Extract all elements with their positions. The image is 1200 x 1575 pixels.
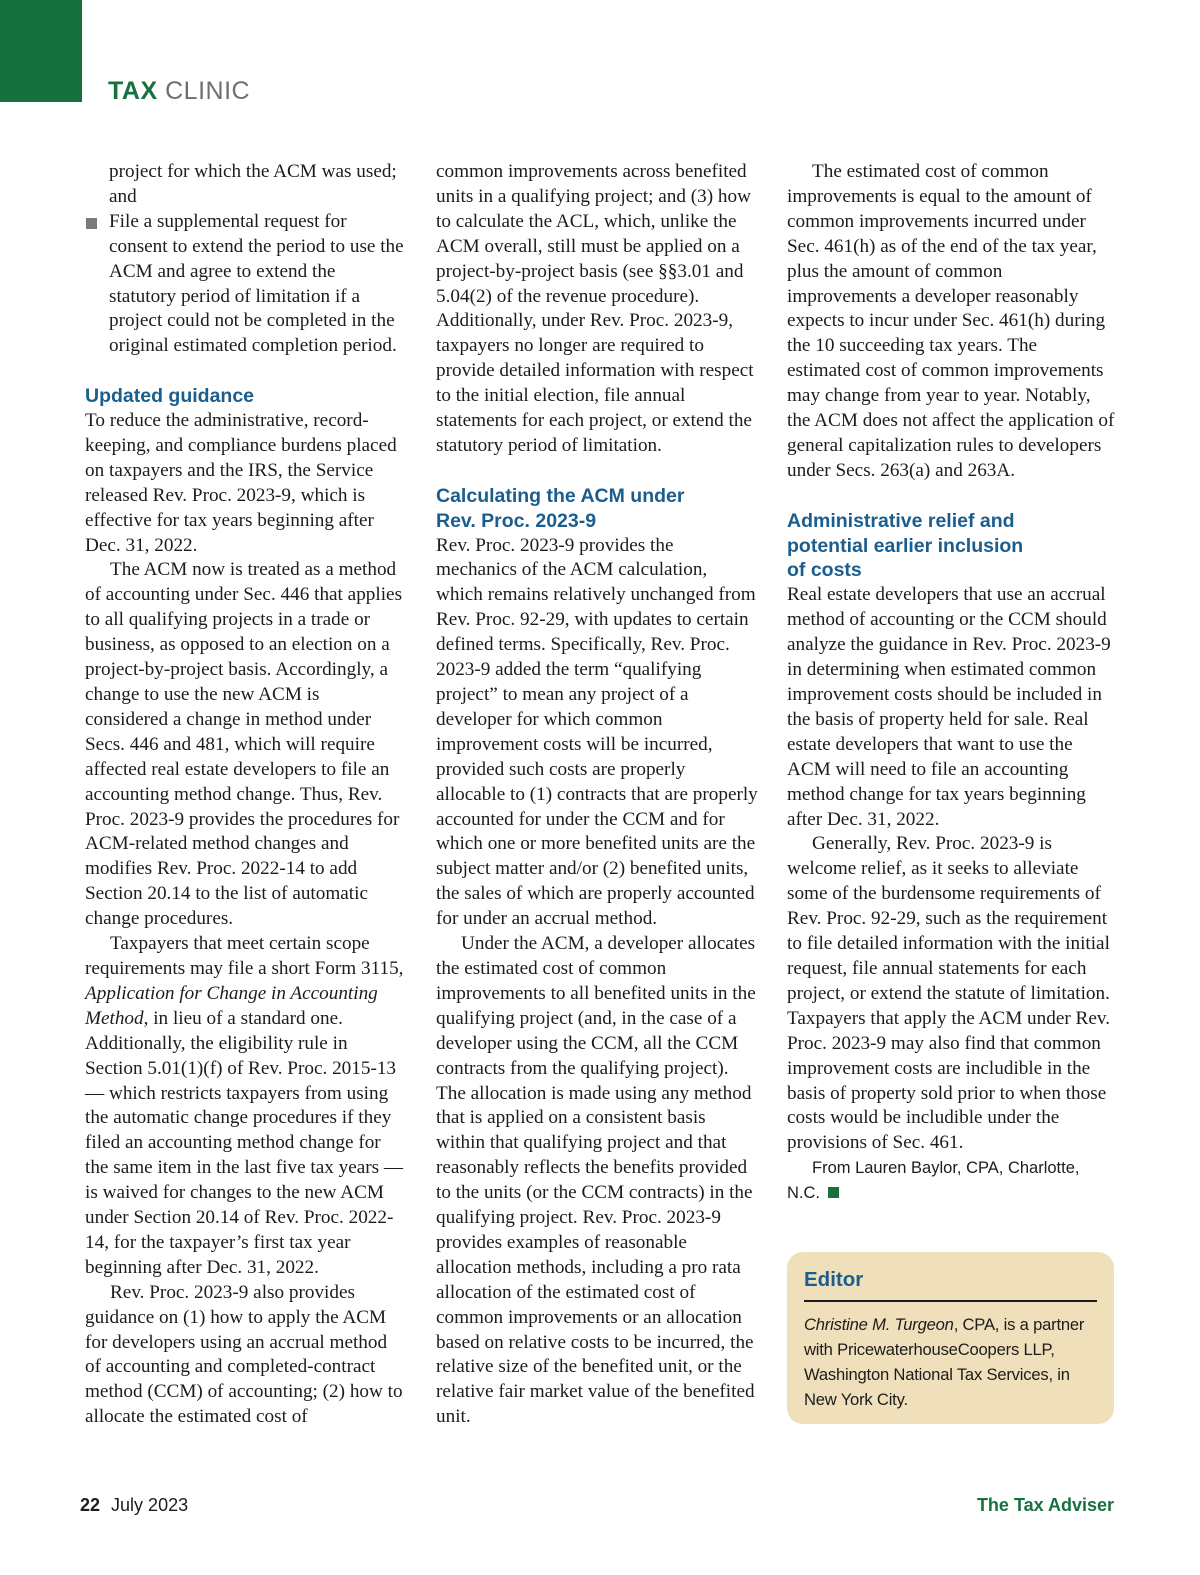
column-1: [85, 160, 407, 1430]
heading-administrative-relief: Administrative relief and potential earlier inclusion of costs: [787, 509, 1024, 582]
paragraph: Rev. Proc. 2023-9 provides the mechanics of the ACM calculation, which remains relatively unchanged from Rev. Proc. 92-29, with updates to certain defined terms. Specifically, Rev. Proc. 2023-9 added the term “qualifying project” to mean any project of a developer for which common improvement costs will be incurred, provided such costs are properly allocable to (1) contracts that are properly accounted for under the CCM and for which one or more benefited units are the subject matter and/or (2) benefited units, the sales of which are properly accounted for under an accrual method.: [436, 534, 758, 930]
paragraph: common improvements across benefited units in a qualifying project; and (3) how to calculate the ACL, which, unlike the ACM overall, still must be applied on a project-by-project basis (see §§3.01 and 5.04(2) of the revenue procedure). Additionally, under Rev. Proc. 2023-9, taxpayers no longer are required to provide detailed information with respect to the initial election, file annual statements for each project, or extend the statutory period of limitation.: [436, 161, 754, 456]
footer-page-info: [80, 1492, 188, 1518]
section-title-light: CLINIC: [165, 77, 251, 105]
paragraph: The estimated cost of common improvements is equal to the amount of common improvements incurred under Sec. 461(h) as of the end of the tax year, plus the amount of common improvements a developer reasonably expects to incur under Sec. 461(h) during the 10 succeeding tax years. The estimated cost of common improvements may change from year to year. Notably, the ACM does not affect the application of general capitalization rules to developers under Secs. 263(a) and 263A.: [787, 161, 1115, 481]
column-3: [787, 160, 1115, 1206]
section-title-bold: TAX: [108, 77, 158, 105]
issue-date: July 2023: [111, 1495, 189, 1515]
page-number: 22: [80, 1495, 101, 1515]
heading-updated-guidance: Updated guidance: [85, 385, 255, 408]
signature-text: From Lauren Baylor, CPA, Charlotte, N.C.: [787, 1159, 1080, 1203]
heading-calculating-acm: Calculating the ACM under Rev. Proc. 2023-9: [436, 484, 685, 532]
editor-name: Christine M. Turgeon: [804, 1315, 954, 1334]
paragraph: To reduce the administrative, record-keeping, and compliance burdens placed on taxpayers and the IRS, the Service released Rev. Proc. 2023-9, which is effective for tax years beginning after Dec. 31, 2022.: [85, 410, 397, 556]
paragraph: Real estate developers that use an accrual method of accounting or the CCM should analyze the guidance in Rev. Proc. 2023-9 in determining when estimated common improvement costs should be included in the basis of property held for sale. Real estate developers that want to use the ACM will need to file an accounting method change for tax years beginning after Dec. 31, 2022.: [787, 584, 1111, 830]
publication-name: The Tax Adviser: [976, 1495, 1114, 1515]
editor-box: [787, 1252, 1114, 1424]
column-2: [436, 160, 758, 1430]
form-title: Application for Change in Accounting Method: [85, 982, 378, 1029]
paragraph: Generally, Rev. Proc. 2023-9 is welcome relief, as it seeks to alleviate some of the burdensome requirements of Rev. Proc. 92-29, such as the requirement to file detailed information with the initial request, file annual statements for each project, or extend the statute of limitation. Taxpayers that apply the ACM under Rev. Proc. 2023-9 may also find that common improvement costs are includible in the basis of property sold prior to when those costs would be includible under the provisions of Sec. 461.: [787, 833, 1110, 1154]
end-mark-icon: [828, 1187, 839, 1198]
paragraph: The ACM now is treated as a method of accounting under Sec. 446 that applies to all qualifying projects in a trade or business, as opposed to an election on a project-by-project basis. Accordingly, a change to use the new ACM is considered a change in method under Secs. 446 and 481, which will require affected real estate developers to file an accounting method change. Thus, Rev. Proc. 2023-9 provides the procedures for ACM-related method changes and modifies Rev. Proc. 2022-14 to add Section 20.14 to the list of automatic change procedures.: [85, 559, 403, 930]
bullet-item: [85, 210, 407, 359]
header-accent-block: [0, 0, 82, 102]
paragraph: [85, 932, 407, 1281]
paragraph-text: Taxpayers that meet certain scope requirements may file a short Form 3115,: [85, 933, 404, 979]
paragraph-text: , in lieu of a standard one. Additionally, the eligibility rule in Section 5.01(1)(f) of Rev. Proc. 2015-13 — which restricts taxpayers from using the automatic change procedures if they filed an accounting method change for the same item in the last five tax years — is waived for changes to the new ACM under Section 20.14 of Rev. Proc. 2022-14, for the taxpayer’s first tax year beginning after Dec. 31, 2022.: [85, 1007, 404, 1278]
editor-title: Editor: [804, 1266, 1097, 1302]
editor-bio-text: , CPA, is a partner with PricewaterhouseCoopers LLP, Washington National Tax Services, in New York City.: [804, 1315, 1085, 1409]
paragraph: Under the ACM, a developer allocates the estimated cost of common improvements to all benefited units in the qualifying project (and, in the case of a developer using the CCM, all the CCM contracts from the qualifying project). The allocation is made using any method that is applied on a consistent basis within that qualifying project and that reasonably reflects the benefits provided to the units (or the CCM contracts) in the qualifying project. Rev. Proc. 2023-9 provides examples of reasonable allocation methods, including a pro rata allocation of the estimated cost of common improvements or an allocation based on relative costs to be incurred, the relative size of the benefited unit, or the relative fair market value of the benefited unit.: [436, 933, 756, 1428]
bullet-square-icon: [86, 218, 97, 229]
continued-bullet-text: project for which the ACM was used; and: [109, 161, 397, 207]
author-signature: [787, 1156, 1115, 1206]
section-title: [108, 76, 250, 106]
editor-bio: [804, 1312, 1097, 1412]
paragraph: Rev. Proc. 2023-9 also provides guidance on (1) how to apply the ACM for developers using an accrual method of accounting and completed-contract method (CCM) of accounting; (2) how to allocate the estimated cost of: [85, 1281, 403, 1428]
bullet-text: File a supplemental request for consent to extend the period to use the ACM and agree to extend the statutory period of limitation if a project could not be completed in the original estimated completion period.: [109, 210, 404, 357]
